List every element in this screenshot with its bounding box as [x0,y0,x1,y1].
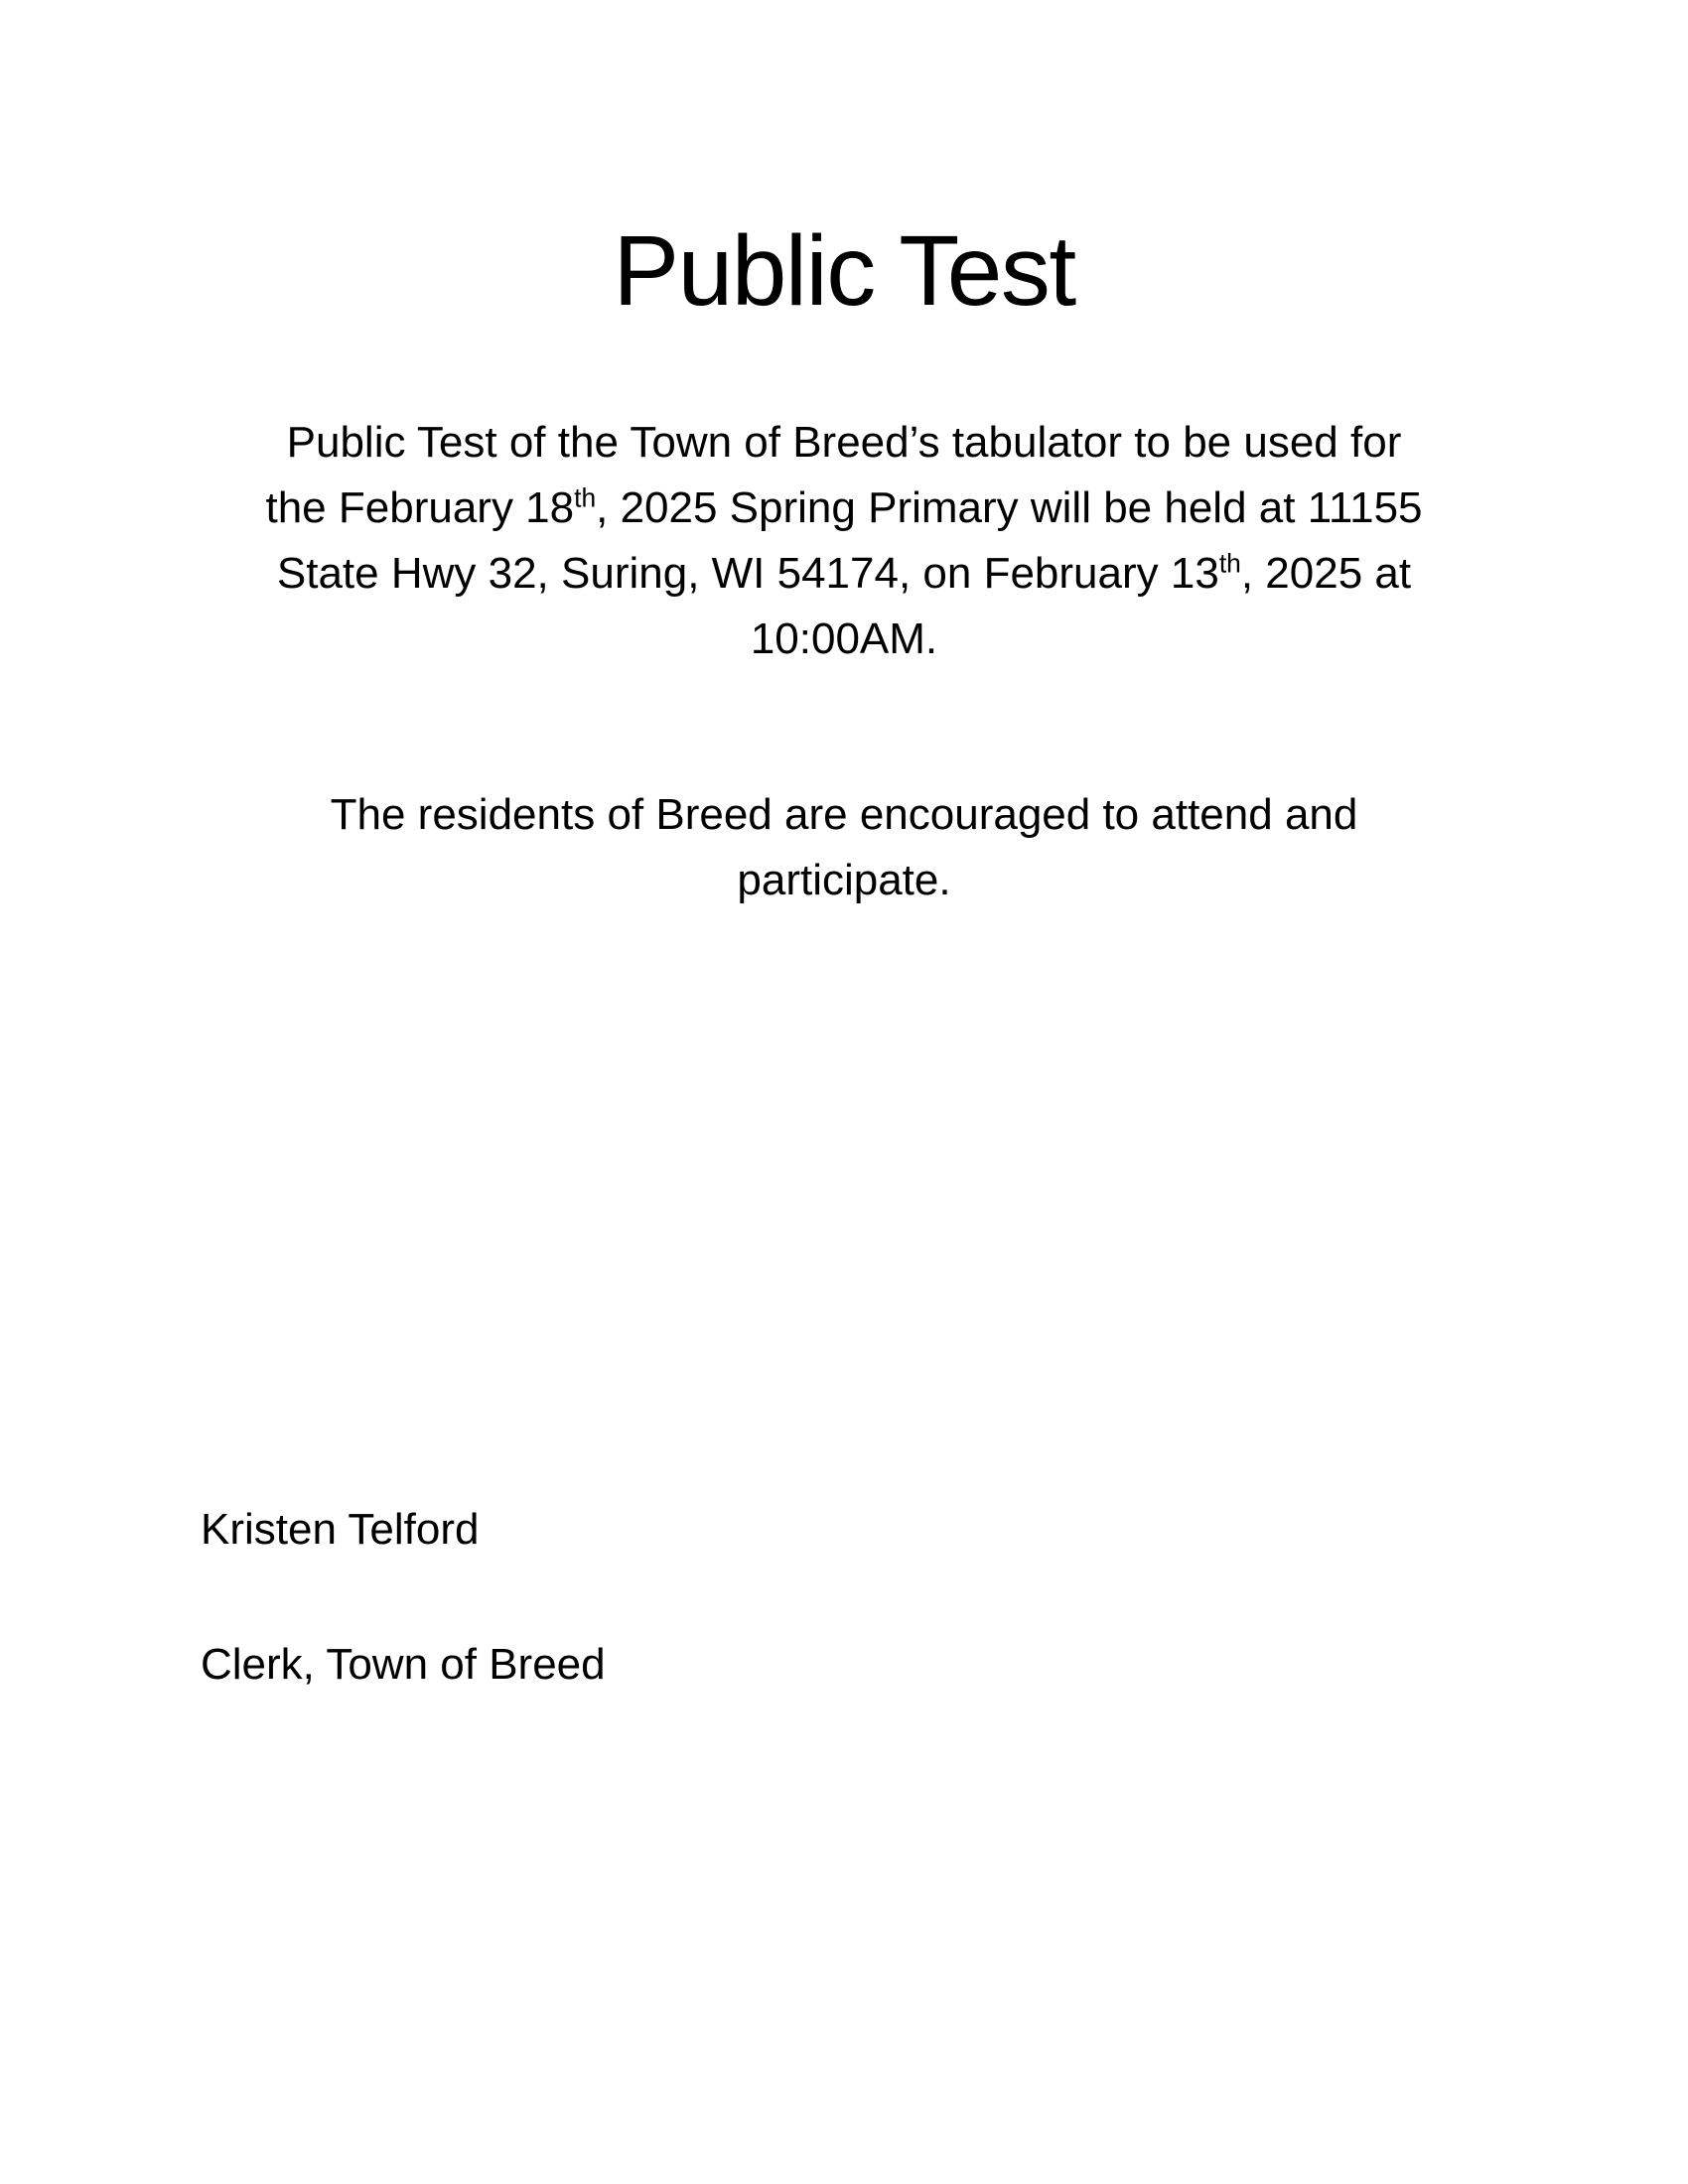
signature-role: Clerk, Town of Breed [201,1640,606,1689]
notice-paragraph [253,410,1435,672]
notice-text-3: , 2025 at 10:00AM. [750,549,1412,663]
ordinal-suffix-2: th [1218,548,1241,579]
signature-name: Kristen Telford [201,1505,480,1554]
notice-text-1: Public Test of the Town of Breed’s tabulator to be used for the February 18 [265,418,1402,532]
notice-text-2: , 2025 Spring Primary will be held at 11155 State Hwy 32, Suring, WI 54174, on February 13 [276,483,1423,598]
document-title: Public Test [613,215,1075,327]
invitation-paragraph: The residents of Breed are encouraged to attend and participate. [330,790,1358,904]
ordinal-suffix-1: th [574,482,597,513]
